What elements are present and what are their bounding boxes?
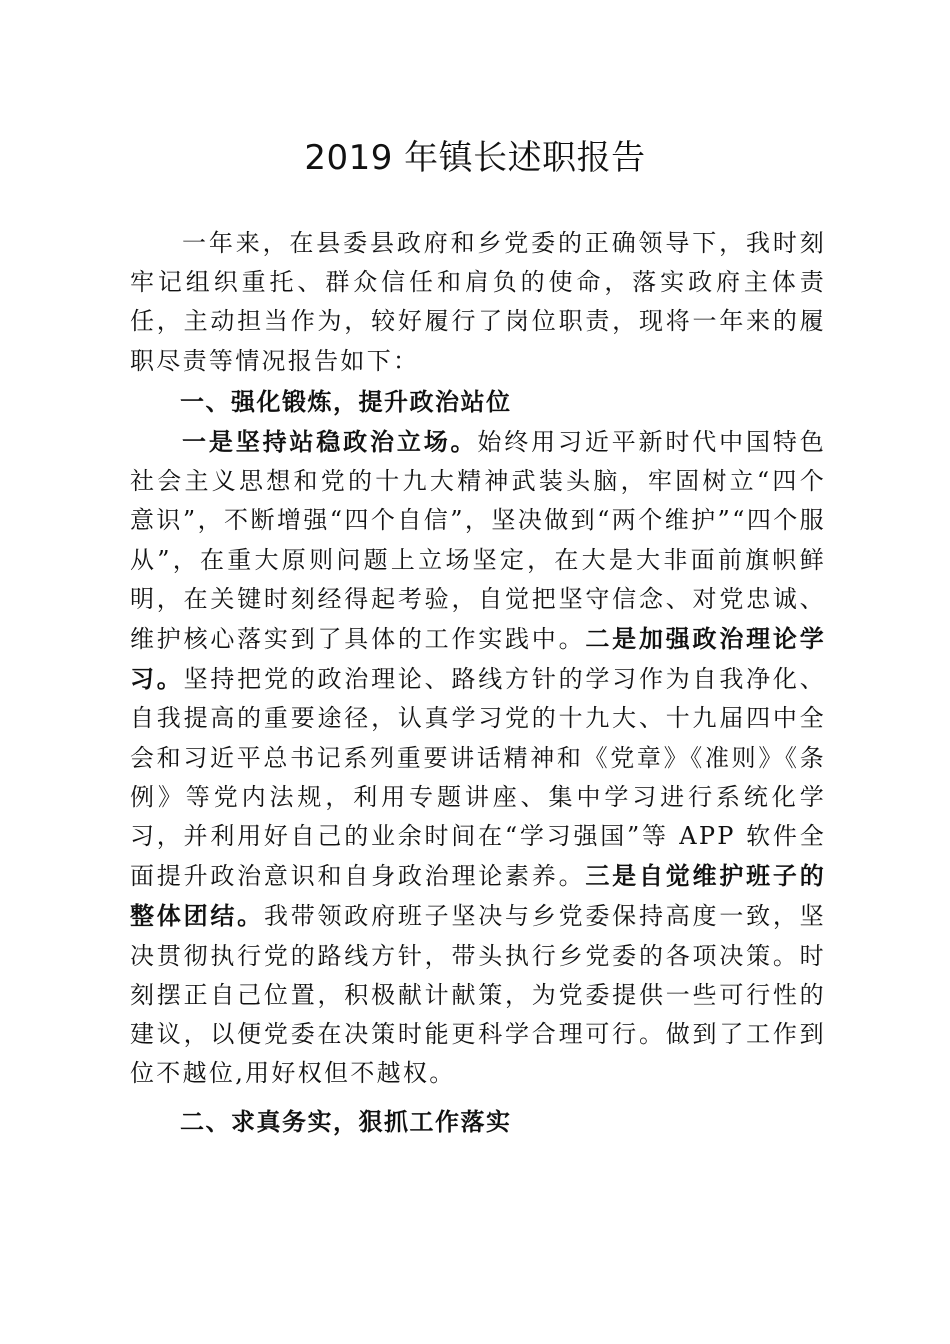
section-2-heading: 二、求真务实，狠抓工作落实 <box>180 1108 512 1137</box>
point-3-title: 三是自觉维护班子的整体团结。 <box>130 861 826 931</box>
document-body <box>130 224 826 1143</box>
point-2-text: 坚持把党的政治理论、路线方针的学习作为自我净化、自我提高的重要途径，认真学习党的十九大、十九届四中全会和习近平总书记系列重要讲话精神和《党章》《准则》《条例》等党内法规，利用专题讲座、集中学习进行系统化学习，并利用好自己的业余时间在“学习强国”等 APP 软件全面提升政治意识和自身政治理论素养。 <box>130 665 826 891</box>
point-3-text: 我带领政府班子坚决与乡党委保持高度一致，坚决贯彻执行党的路线方针，带头执行乡党委的各项决策。时刻摆正自己位置，积极献计献策，为党委提供一些可行性的建议，以便党委在决策时能更科学合理可行。做到了工作到位不越位,用好权但不越权。 <box>130 902 826 1088</box>
point-1-title: 一是坚持站稳政治立场。 <box>182 427 478 457</box>
intro-paragraph: 一年来，在县委县政府和乡党委的正确领导下，我时刻牢记组织重托、群众信任和肩负的使命，落实政府主体责任，主动担当作为，较好履行了岗位职责，现将一年来的履职尽责等情况报告如下： <box>130 229 826 375</box>
point-2-title: 二是加强政治理论学习。 <box>130 624 826 694</box>
section-1-paragraph <box>130 422 826 1093</box>
section-1-heading: 一、强化锻炼，提升政治站位 <box>180 387 512 416</box>
document-title: 2019 年镇长述职报告 <box>304 138 646 178</box>
point-1-text: 始终用习近平新时代中国特色社会主义思想和党的十九大精神武装头脑，牢固树立“四个意识”，不断增强“四个自信”，坚决做到“两个维护”“四个服从”，在重大原则问题上立场坚定，在大是大非面前旗帜鲜明，在关键时刻经得起考验，自觉把坚守信念、对党忠诚、维护核心落实到了具体的工作实践中。 <box>130 428 826 654</box>
